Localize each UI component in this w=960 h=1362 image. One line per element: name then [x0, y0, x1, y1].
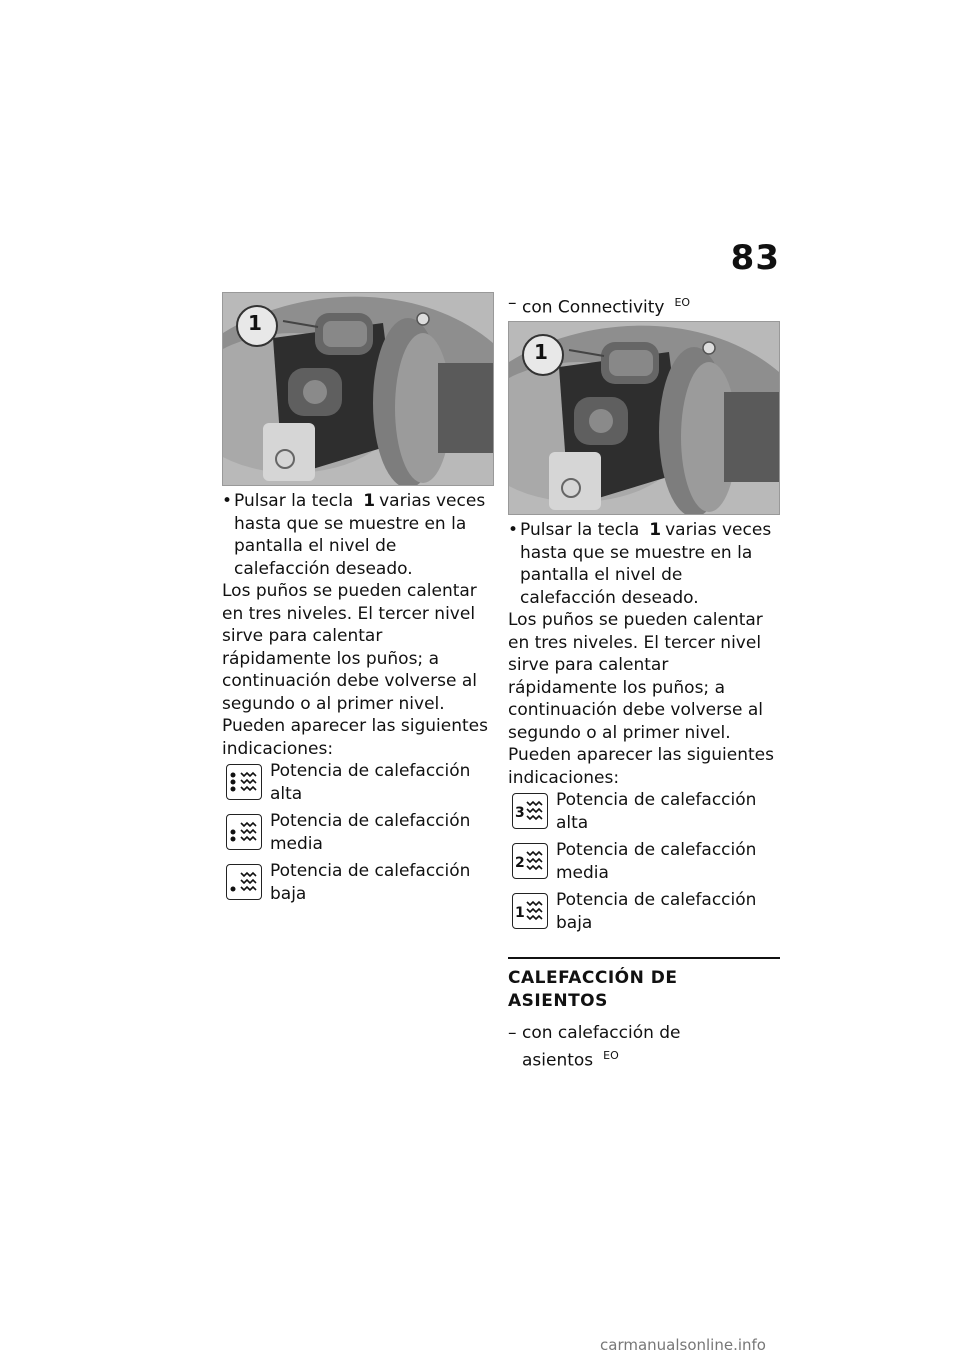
figure-callout-1: 1 — [248, 311, 262, 335]
heat-level-2-icon — [512, 843, 548, 879]
heat-level-3-icon — [512, 793, 548, 829]
indication-level-2 — [508, 839, 780, 889]
connectivity-header — [508, 292, 780, 319]
heating-levels-paragraph: Los puños se pueden calentar en tres niveles. El tercer nivel sirve para calentar rápidamente los puños; a continuación debe volverse al segundo o al primer nivel. Pueden aparecer las siguientes indicaciones: — [222, 581, 488, 759]
eo-superscript: EO — [603, 1048, 619, 1062]
instruction-prefix: Pulsar la tecla — [520, 520, 640, 541]
instruction-rest: varias veces hasta que se muestre en la pantalla el nivel de calefacción deseado. — [234, 491, 486, 579]
indication-level-3 — [508, 789, 780, 839]
heating-levels-paragraph: Los puños se pueden calentar en tres niveles. El tercer nivel sirve para calentar rápidamente los puños; a continuación debe volverse al segundo o al primer nivel. Pueden aparecer las siguientes indicaciones: — [508, 610, 774, 788]
indication-level-3-text: Potencia de calefacción alta — [556, 790, 757, 833]
heat-level-low-icon — [226, 864, 262, 900]
heat-level-medium-icon — [226, 814, 262, 850]
instruction-rest: varias veces hasta que se muestre en la pantalla el nivel de calefacción deseado. — [520, 520, 772, 608]
dash-mark: – — [508, 1023, 517, 1044]
handlebar-photo-connectivity — [508, 321, 780, 515]
heat-level-1-icon — [512, 893, 548, 929]
instruction-bullet — [508, 519, 780, 609]
indication-low-text: Potencia de calefacción baja — [270, 861, 471, 904]
indication-low — [222, 860, 494, 910]
page-number: 83 — [730, 238, 780, 278]
seat-heating-item — [508, 1022, 780, 1072]
right-column — [508, 292, 780, 1072]
indication-high-text: Potencia de calefacción alta — [270, 761, 471, 804]
left-column — [222, 292, 494, 910]
indication-level-1 — [508, 889, 780, 939]
instruction-bullet — [222, 490, 494, 580]
connectivity-label: con Connectivity — [522, 297, 665, 318]
indication-level-2-text: Potencia de calefacción media — [556, 840, 757, 883]
heat-level-high-icon — [226, 764, 262, 800]
figure-callout-1: 1 — [534, 340, 548, 365]
section-title: CALEFACCIÓN DE ASIENTOS — [508, 968, 678, 1011]
bullet-icon — [508, 519, 520, 609]
watermark: carmanualsonline.info — [600, 1336, 766, 1354]
level-number: 1 — [515, 905, 525, 922]
level-number: 2 — [515, 855, 525, 872]
seat-heating-label: con calefacción de asientos — [522, 1023, 681, 1071]
bullet-icon — [222, 490, 234, 580]
indication-medium — [222, 810, 494, 860]
indication-level-1-text: Potencia de calefacción baja — [556, 890, 757, 933]
indication-medium-text: Potencia de calefacción media — [270, 811, 471, 854]
indication-high — [222, 760, 494, 810]
dash-mark: – — [508, 293, 517, 313]
level-number: 3 — [515, 805, 525, 822]
eo-superscript: EO — [674, 296, 691, 309]
key-reference: 1 — [649, 520, 662, 541]
instruction-prefix: Pulsar la tecla — [234, 491, 354, 511]
handlebar-photo — [222, 292, 494, 486]
key-reference: 1 — [363, 491, 376, 511]
section-divider — [508, 957, 780, 959]
